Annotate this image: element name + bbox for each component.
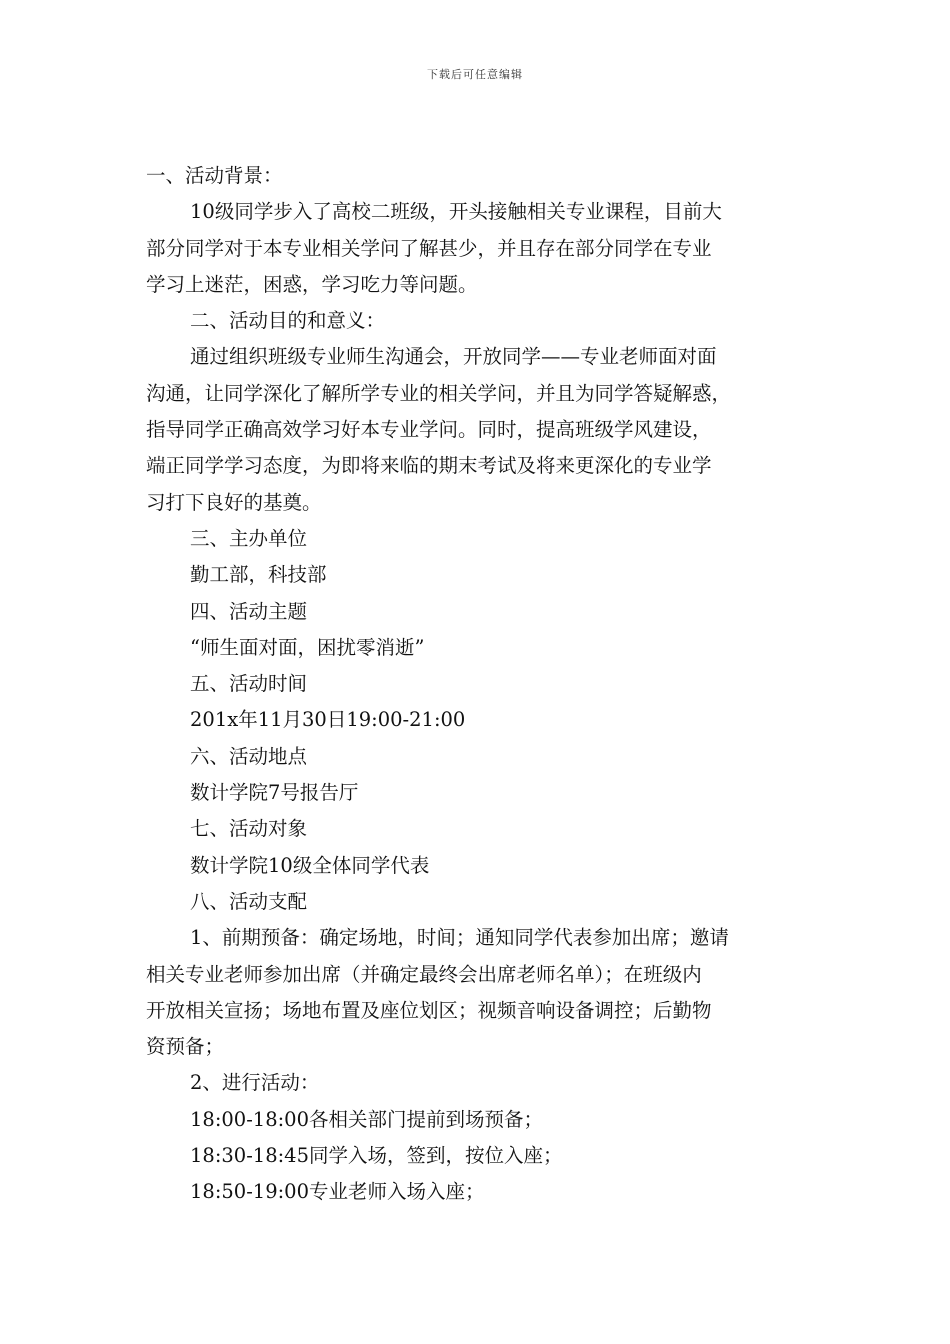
- text-line: 1、前期预备：确定场地，时间；通知同学代表参加出席；邀请: [190, 926, 729, 950]
- text-line: 18:00-18:00各相关部门提前到场预备；: [190, 1107, 543, 1131]
- text-line: 沟通，让同学深化了解所学专业的相关学问，并且为同学答疑解惑，: [146, 381, 732, 405]
- text-line: 三、主办单位: [190, 526, 308, 550]
- text-line: 习打下良好的基奠。: [146, 490, 322, 514]
- text-line: 数计学院10级全体同学代表: [190, 853, 430, 877]
- text-line: 勤工部，科技部: [190, 563, 327, 587]
- text-line: 18:50-19:00专业老师入场入座；: [190, 1180, 485, 1204]
- text-line: 2、进行活动：: [190, 1071, 320, 1095]
- text-line: 201x年11月30日19:00-21:00: [190, 708, 466, 732]
- page-header-note: 下载后可任意编辑: [427, 68, 523, 81]
- text-line: 指导同学正确高效学习好本专业学问。同时，提高班级学风建设，: [146, 418, 712, 442]
- text-line: 通过组织班级专业师生沟通会，开放同学——专业老师面对面: [190, 345, 717, 369]
- text-line: 二、活动目的和意义：: [190, 309, 386, 333]
- text-line: 部分同学对于本专业相关学问了解甚少，并且存在部分同学在专业: [146, 236, 712, 260]
- text-line: 八、活动支配: [190, 889, 308, 913]
- text-line: 数计学院7号报告厅: [190, 781, 359, 805]
- text-line: 端正同学学习态度，为即将来临的期末考试及将来更深化的专业学: [146, 454, 712, 478]
- text-line: 五、活动时间: [190, 672, 308, 696]
- document-body: [146, 158, 811, 1211]
- text-line: 六、活动地点: [190, 744, 308, 768]
- text-line: 一、活动背景：: [146, 164, 283, 187]
- text-line: 10级同学步入了高校二班级，开头接触相关专业课程，目前大: [190, 200, 722, 224]
- text-line: 资预备；: [146, 1035, 225, 1059]
- text-line: 相关专业老师参加出席（并确定最终会出席老师名单）；在班级内: [146, 962, 702, 986]
- text-line: 18:30-18:45同学入场，签到，按位入座；: [190, 1144, 563, 1168]
- text-line: 七、活动对象: [190, 817, 308, 841]
- text-line: 开放相关宣扬；场地布置及座位划区；视频音响设备调控；后勤物: [146, 998, 712, 1022]
- text-line: 学习上迷茫，困惑，学习吃力等问题。: [146, 272, 478, 296]
- text-line: “师生面对面，困扰零消逝”: [190, 635, 425, 659]
- text-line: 四、活动主题: [190, 599, 308, 623]
